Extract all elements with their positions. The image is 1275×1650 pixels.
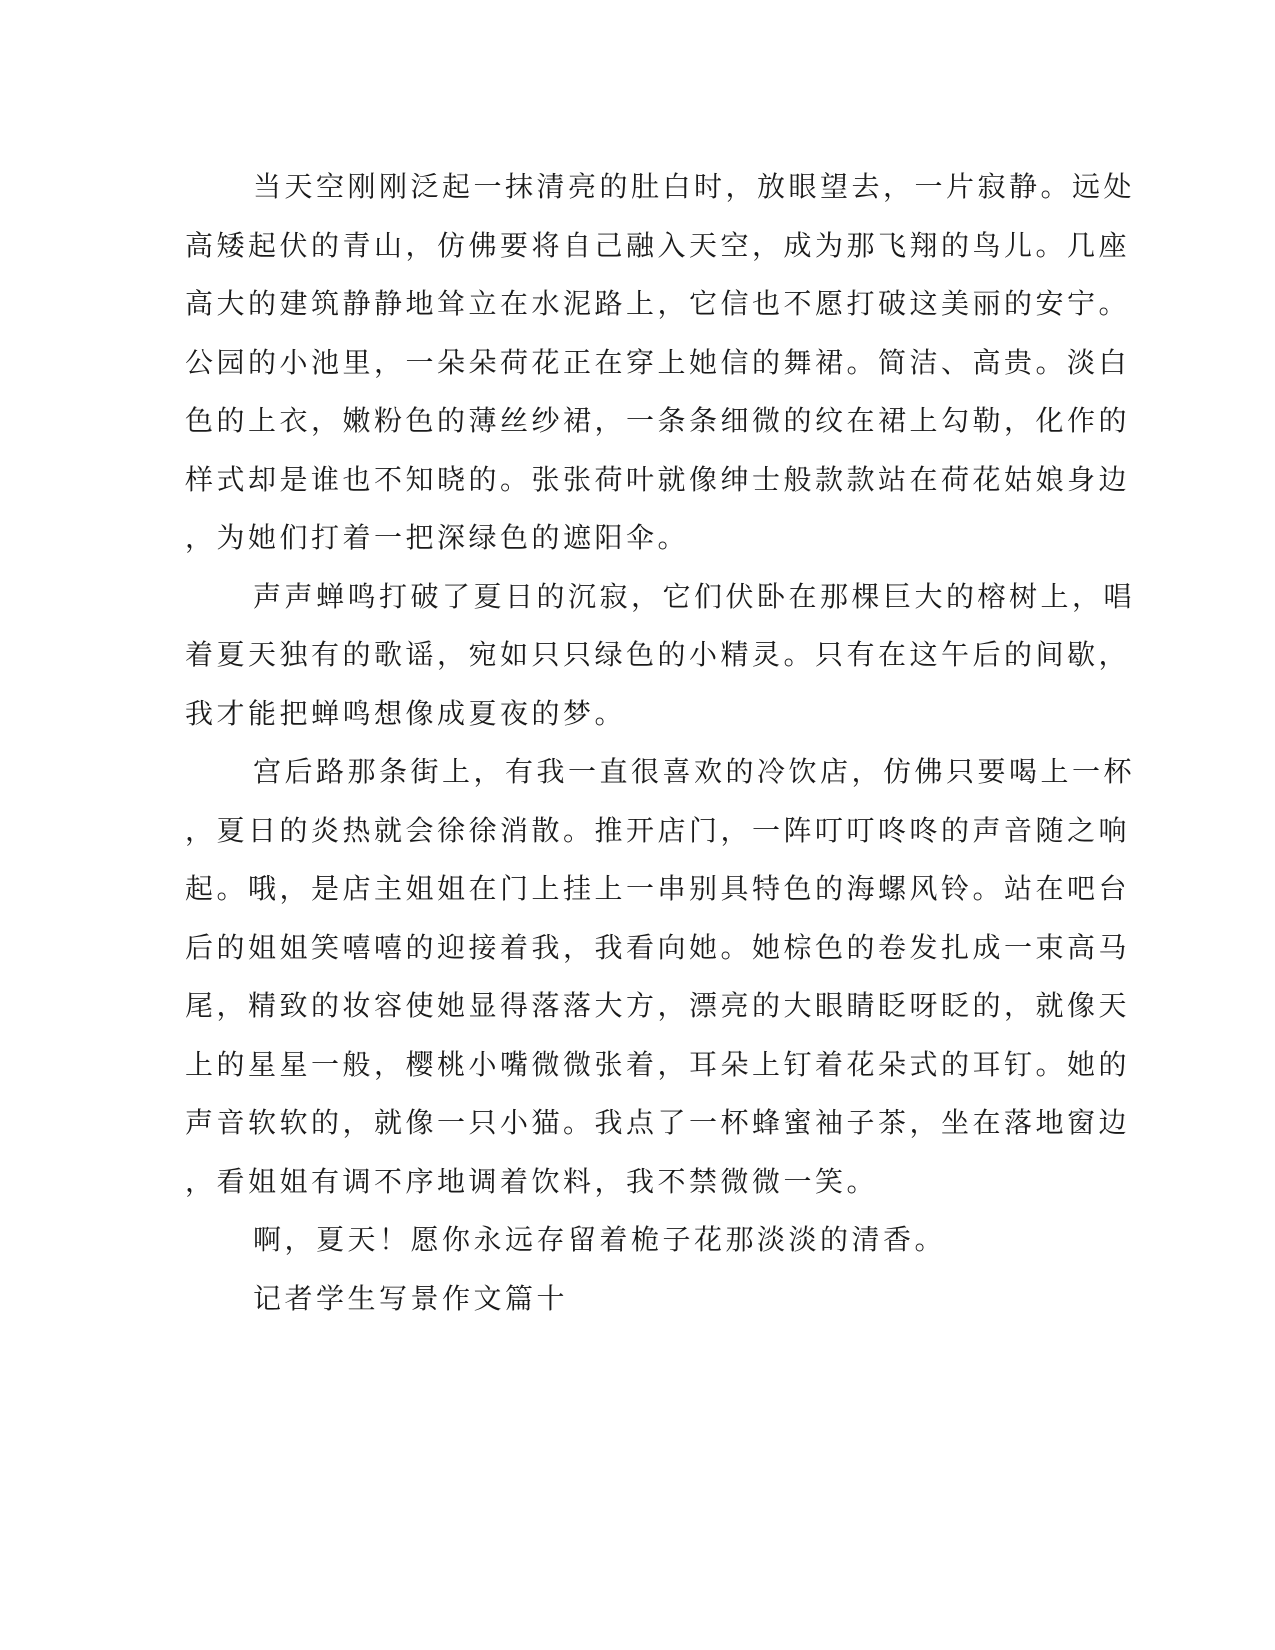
paragraph-3-line-1: 宫后路那条街上，有我一直很喜欢的冷饮店，仿佛只要喝上一杯: [253, 755, 1136, 788]
paragraph-3-line-8: ，看姐姐有调不序地调着饮料，我不禁微微一笑。: [185, 1164, 879, 1198]
paragraph-1-line-4: 公园的小池里，一朵朵荷花正在穿上她信的舞裙。简洁、高贵。淡白: [185, 345, 1131, 379]
paragraph-1-line-3: 高大的建筑静静地耸立在水泥路上，它信也不愿打破这美丽的安宁。: [185, 287, 1131, 320]
paragraph-1-line-7: ，为她们打着一把深绿色的遮阳伞。: [185, 521, 690, 554]
paragraph-3-line-3: 起。哦，是店主姐姐在门上挂上一串别具特色的海螺风铃。站在吧台: [185, 872, 1131, 905]
paragraph-3-line-6: 上的星星一般，樱桃小嘴微微张着，耳朵上钉着花朵式的耳钉。她的: [185, 1047, 1131, 1081]
section-heading: 记者学生写景作文篇十: [253, 1281, 569, 1315]
paragraph-1-line-5: 色的上衣，嫩粉色的薄丝纱裙，一条条细微的纹在裙上勾勒，化作的: [185, 404, 1131, 437]
paragraph-1-line-6: 样式却是谁也不知晓的。张张荷叶就像绅士般款款站在荷花姑娘身边: [185, 462, 1131, 496]
paragraph-3-line-5: 尾，精致的妆容使她显得落落大方，漂亮的大眼睛眨呀眨的，就像天: [185, 989, 1131, 1022]
essay-body: [185, 158, 1136, 1328]
paragraph-2-line-1: 声声蝉鸣打破了夏日的沉寂，它们伏卧在那棵巨大的榕树上，唱: [253, 579, 1136, 613]
paragraph-4-line-1: 啊，夏天！愿你永远存留着桅子花那淡淡的清香。: [253, 1223, 947, 1256]
paragraph-3-line-2: ，夏日的炎热就会徐徐消散。推开店门，一阵叮叮咚咚的声音随之响: [185, 813, 1131, 847]
paragraph-1-line-1: 当天空刚刚泛起一抹清亮的肚白时，放眼望去，一片寂静。远处: [253, 170, 1136, 203]
paragraph-1-line-2: 高矮起伏的青山，仿佛要将自己融入天空，成为那飞翔的鸟儿。几座: [185, 228, 1131, 262]
paragraph-3-line-7: 声音软软的，就像一只小猫。我点了一杯蜂蜜袖子茶，坐在落地窗边: [185, 1106, 1131, 1139]
paragraph-2-line-2: 着夏天独有的歌谣，宛如只只绿色的小精灵。只有在这午后的间歇，: [185, 638, 1131, 671]
paragraph-2-line-3: 我才能把蝉鸣想像成夏夜的梦。: [185, 696, 627, 730]
paragraph-3-line-4: 后的姐姐笑嘻嘻的迎接着我，我看向她。她棕色的卷发扎成一束高马: [185, 930, 1131, 964]
